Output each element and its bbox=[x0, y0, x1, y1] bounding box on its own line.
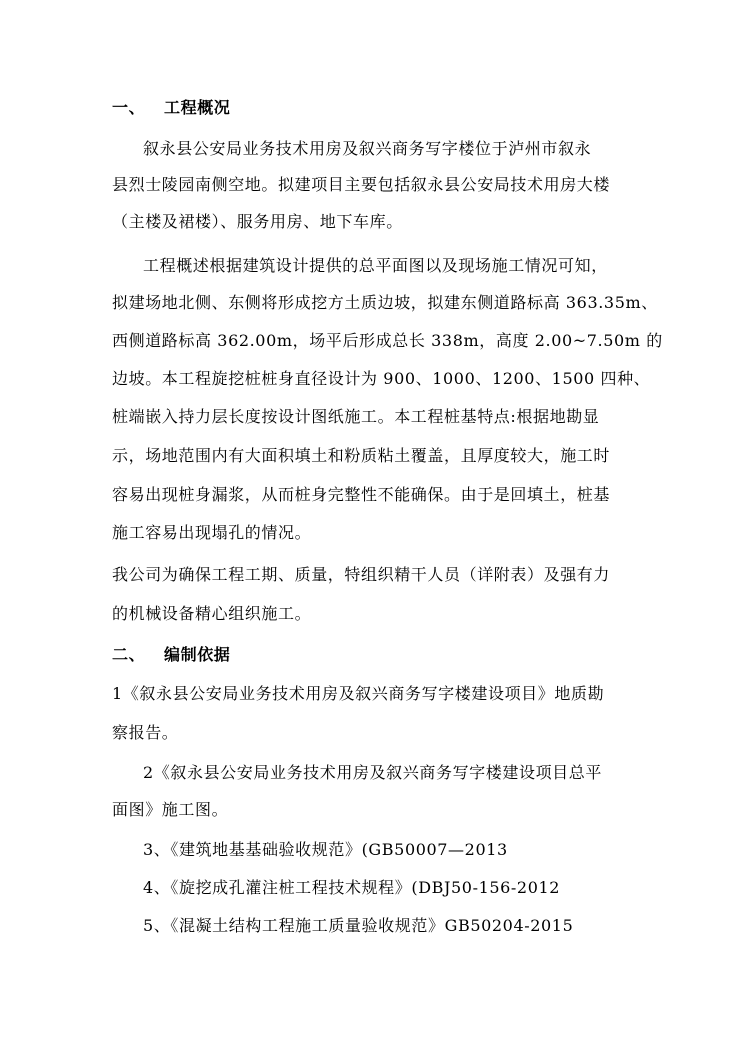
paragraph-line: 拟建场地北侧、东侧将形成挖方土质边坡，拟建东侧道路标高 363.35m、 bbox=[112, 293, 658, 312]
paragraph-line: 县烈士陵园南侧空地。拟建项目主要包括叙永县公安局技术用房大楼 bbox=[112, 175, 611, 194]
section-2-heading bbox=[112, 645, 230, 665]
section-2-title: 编制依据 bbox=[164, 645, 231, 664]
reference-item: 察报告。 bbox=[112, 723, 179, 742]
reference-item: 2《叙永县公安局业务技术用房及叙兴商务写字楼建设项目总平 bbox=[143, 763, 602, 782]
paragraph-line: 边坡。本工程旋挖桩桩身直径设计为 900、1000、1200、1500 四种、 bbox=[112, 369, 651, 388]
section-2-number: 二、 bbox=[112, 645, 146, 664]
paragraph-line: 的机械设备精心组织施工。 bbox=[112, 604, 312, 623]
paragraph-line: 工程概述根据建筑设计提供的总平面图以及现场施工情况可知， bbox=[143, 256, 608, 275]
reference-item: 1《叙永县公安局业务技术用房及叙兴商务写字楼建设项目》地质勘 bbox=[112, 684, 605, 703]
paragraph-line: 桩端嵌入持力层长度按设计图纸施工。本工程桩基特点:根据地勘显 bbox=[112, 407, 600, 426]
paragraph-line: 施工容易出现塌孔的情况。 bbox=[112, 523, 312, 542]
reference-item: 3、《建筑地基基础验收规范》(GB50007—2013 bbox=[143, 840, 508, 859]
section-1-heading bbox=[112, 98, 230, 118]
section-1-title: 工程概况 bbox=[164, 98, 231, 117]
section-1-number: 一、 bbox=[112, 98, 146, 117]
paragraph-line: 叙永县公安局业务技术用房及叙兴商务写字楼位于泸州市叙永 bbox=[143, 139, 592, 158]
paragraph-line: 容易出现桩身漏浆，从而桩身完整性不能确保。由于是回填土，桩基 bbox=[112, 485, 611, 504]
reference-item: 5、《混凝土结构工程施工质量验收规范》GB50204-2015 bbox=[143, 916, 574, 935]
reference-item: 4、《旋挖成孔灌注桩工程技术规程》(DBJ50-156-2012 bbox=[143, 878, 561, 897]
reference-item: 面图》施工图。 bbox=[112, 800, 229, 819]
paragraph-line: 示，场地范围内有大面积填土和粉质粘土覆盖，且厚度较大，施工时 bbox=[112, 446, 611, 465]
paragraph-line: 西侧道路标高 362.00m，场平后形成总长 338m，高度 2.00~7.50m 的 bbox=[112, 331, 663, 350]
paragraph-line: 我公司为确保工程工期、质量，特组织精干人员（详附表）及强有力 bbox=[112, 565, 611, 584]
paragraph-line: （主楼及裙楼）、服务用房、地下车库。 bbox=[112, 212, 403, 231]
